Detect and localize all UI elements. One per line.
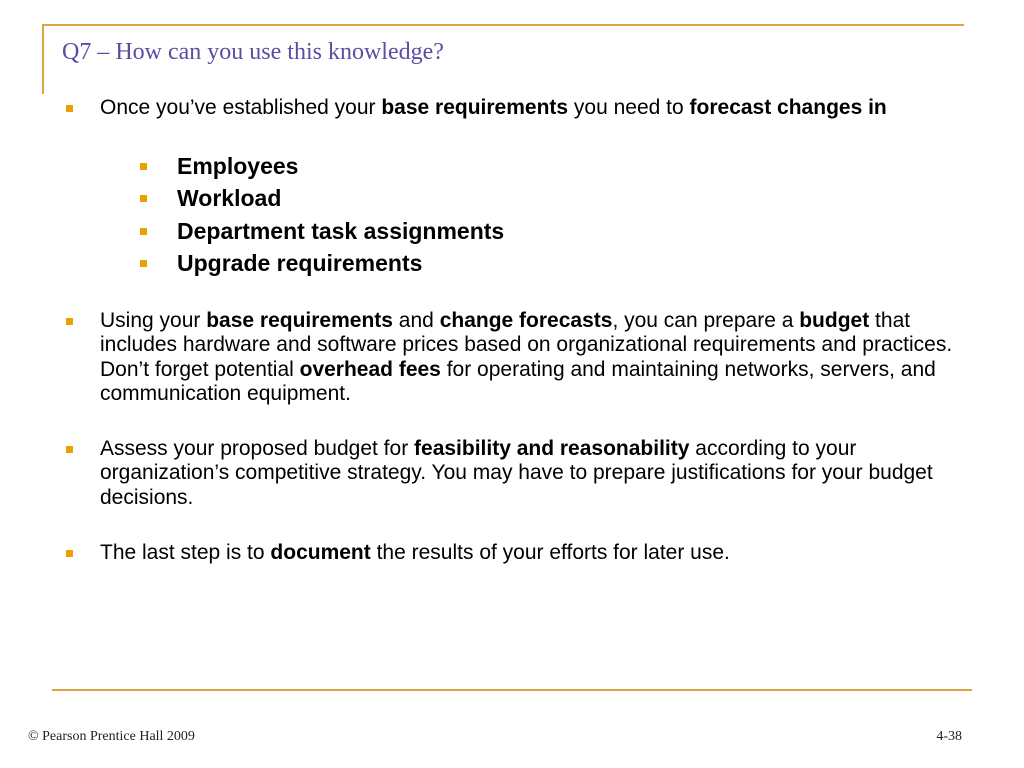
subitem-upgrade-requirements [62, 247, 962, 280]
square-bullet-icon [66, 550, 73, 557]
bullet-emphasis: feasibility and reasonability [414, 436, 690, 460]
bullet-document [62, 541, 962, 566]
square-bullet-icon [140, 163, 147, 170]
slide-title: Q7 – How can you use this knowledge? [62, 39, 444, 65]
bullet-text: Using your [100, 308, 207, 332]
slide-content [62, 96, 962, 566]
bullet-text: according to your organization’s competitive strategy. You may have to prepare justifications for your budget decisions. [100, 436, 933, 509]
title-frame-left-rule [42, 24, 44, 94]
bullet-budget [62, 309, 962, 407]
bullet-emphasis: base requirements [206, 308, 393, 332]
bullet-text: that includes hardware and software prices based on organizational requirements and practices. Don’t forget potential [100, 308, 953, 381]
bullet-emphasis: forecast changes in [689, 96, 887, 119]
page-number: 4-38 [936, 729, 962, 744]
square-bullet-icon [140, 195, 147, 202]
bullet-text: Once you’ve established your [100, 96, 382, 119]
bullet-text: The last step is to [100, 541, 271, 564]
square-bullet-icon [66, 105, 73, 112]
square-bullet-icon [66, 446, 73, 453]
bullet-text: the results of your efforts for later use. [370, 541, 730, 564]
bullet-text: you need to [568, 96, 690, 119]
square-bullet-icon [140, 228, 147, 235]
subitem-label: Upgrade requirements [177, 250, 423, 276]
bullet-emphasis: document [270, 541, 371, 564]
subitem-department-task-assignments [62, 215, 962, 248]
subitem-workload [62, 182, 962, 215]
subitem-employees [62, 150, 962, 183]
bullet-emphasis: base requirements [381, 96, 569, 119]
title-frame-top-rule [42, 24, 964, 26]
footer-rule [52, 689, 972, 691]
bullet-forecast [62, 96, 962, 121]
subitem-label: Workload [177, 185, 282, 211]
bullet-emphasis: budget [799, 308, 870, 332]
square-bullet-icon [66, 318, 73, 325]
square-bullet-icon [140, 260, 147, 267]
bullet-emphasis: overhead fees [299, 357, 441, 381]
subitem-label: Department task assignments [177, 217, 505, 244]
bullet-text: , you can prepare a [612, 308, 800, 332]
bullet-emphasis: change forecasts [439, 308, 613, 332]
bullet-text: and [392, 308, 440, 332]
bullet-text: for operating and maintaining networks, servers, and communication equipment. [100, 357, 936, 405]
bullet-feasibility [62, 437, 962, 511]
copyright-text: © Pearson Prentice Hall 2009 [28, 729, 195, 744]
bullet-text: Assess your proposed budget for [100, 436, 415, 460]
subitem-label: Employees [177, 152, 299, 179]
